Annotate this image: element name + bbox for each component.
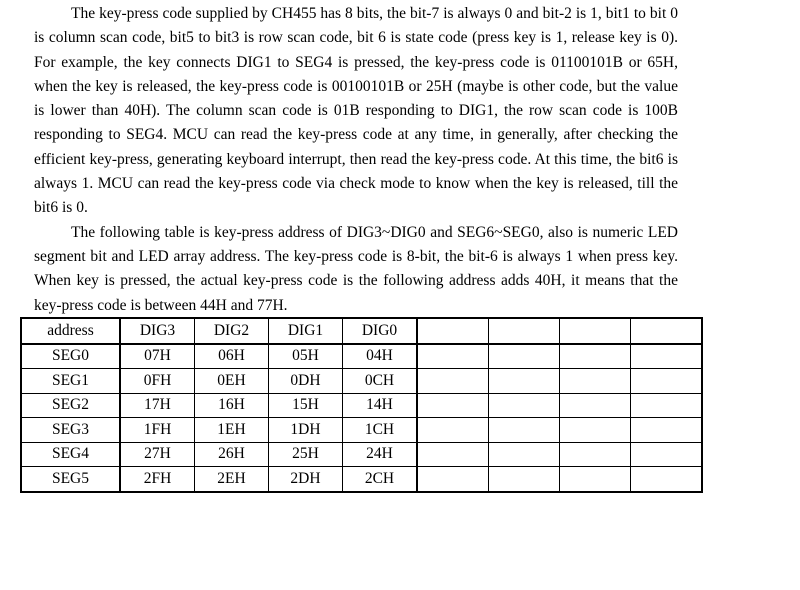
table-cell [560, 393, 631, 418]
table-cell [489, 442, 560, 467]
table-cell [417, 442, 489, 467]
table-cell: 2FH [120, 467, 195, 492]
table-header-row [21, 318, 702, 344]
table-cell: SEG1 [21, 369, 120, 394]
table-cell: 17H [120, 393, 195, 418]
table-cell [560, 467, 631, 492]
table-cell [417, 467, 489, 492]
table-cell: 04H [343, 344, 418, 369]
table-cell [489, 393, 560, 418]
table-cell [560, 369, 631, 394]
table-cell: 1EH [195, 418, 269, 443]
table-row [21, 369, 702, 394]
table-cell [631, 418, 703, 443]
table-cell: SEG4 [21, 442, 120, 467]
body-text [34, 2, 678, 318]
table-cell [489, 418, 560, 443]
table-cell [631, 369, 703, 394]
table-cell: 1DH [269, 418, 343, 443]
table-cell [560, 418, 631, 443]
table-cell: 0FH [120, 369, 195, 394]
table-cell [417, 418, 489, 443]
paragraph-keypress-code: The key-press code supplied by CH455 has 8 bits, the bit-7 is always 0 and bit-2 is 1, bit1 to bit 0 is column scan code, bit5 to bit3 is row scan code, bit 6 is state code (press key is 1, release key is 0). For example, the key connects DIG1 to SEG4 is pressed, the key-press code is 01100101B or 65H, when the key is released, the key-press code is 00100101B or 25H (maybe is other code, but the value is lower than 40H). The column scan code is 01B responding to DIG1, the row scan code is 100B responding to SEG4. MCU can read the key-press code at any time, in generally, after checking the efficient key-press, generating keyboard interrupt, then read the key-press code. At this time, the bit6 is always 1. MCU can read the key-press code via check mode to know when the key is released, till the bit6 is 0. [34, 5, 678, 217]
table-row [21, 344, 702, 369]
table-header-cell: DIG3 [120, 318, 195, 344]
table-cell: 07H [120, 344, 195, 369]
table-cell: SEG5 [21, 467, 120, 492]
table-cell [489, 369, 560, 394]
table-cell: 2EH [195, 467, 269, 492]
table-header-cell [417, 318, 489, 344]
table-cell: 16H [195, 393, 269, 418]
table-cell: SEG3 [21, 418, 120, 443]
table-header-cell: DIG1 [269, 318, 343, 344]
table-cell: 0DH [269, 369, 343, 394]
table-cell: 1FH [120, 418, 195, 443]
table-header-cell: DIG0 [343, 318, 418, 344]
table-cell: 06H [195, 344, 269, 369]
table-cell: 2CH [343, 467, 418, 492]
table-cell [560, 344, 631, 369]
table-cell: 2DH [269, 467, 343, 492]
table-header-cell [560, 318, 631, 344]
table-cell [631, 442, 703, 467]
paragraph-address-table-intro: The following table is key-press address of DIG3~DIG0 and SEG6~SEG0, also is numeric LED segment bit and LED array address. The key-press code is 8-bit, the bit-6 is always 1 when press key. When key is pressed, the actual key-press code is the following address adds 40H, it means that the key-press code is between 44H and 77H. [34, 223, 678, 314]
table-cell: 26H [195, 442, 269, 467]
table-cell [489, 344, 560, 369]
table-cell: 05H [269, 344, 343, 369]
table-row [21, 393, 702, 418]
table-cell: 27H [120, 442, 195, 467]
table-cell [631, 467, 703, 492]
table-row [21, 467, 702, 492]
table-header-cell: address [21, 318, 120, 344]
table-cell: 14H [343, 393, 418, 418]
table-cell [417, 369, 489, 394]
table-cell [631, 393, 703, 418]
table-header-cell [631, 318, 703, 344]
table-cell [417, 344, 489, 369]
table-cell [417, 393, 489, 418]
table-cell: 0EH [195, 369, 269, 394]
table-header-cell: DIG2 [195, 318, 269, 344]
table-cell: SEG0 [21, 344, 120, 369]
table-cell [560, 442, 631, 467]
table-cell [489, 467, 560, 492]
table-header-cell [489, 318, 560, 344]
table-cell: 24H [343, 442, 418, 467]
table-cell: 1CH [343, 418, 418, 443]
table-cell: 25H [269, 442, 343, 467]
table-cell: 0CH [343, 369, 418, 394]
table-cell: SEG2 [21, 393, 120, 418]
key-address-table [20, 317, 703, 493]
table-row [21, 442, 702, 467]
table-row [21, 418, 702, 443]
table-cell [631, 344, 703, 369]
table-cell: 15H [269, 393, 343, 418]
